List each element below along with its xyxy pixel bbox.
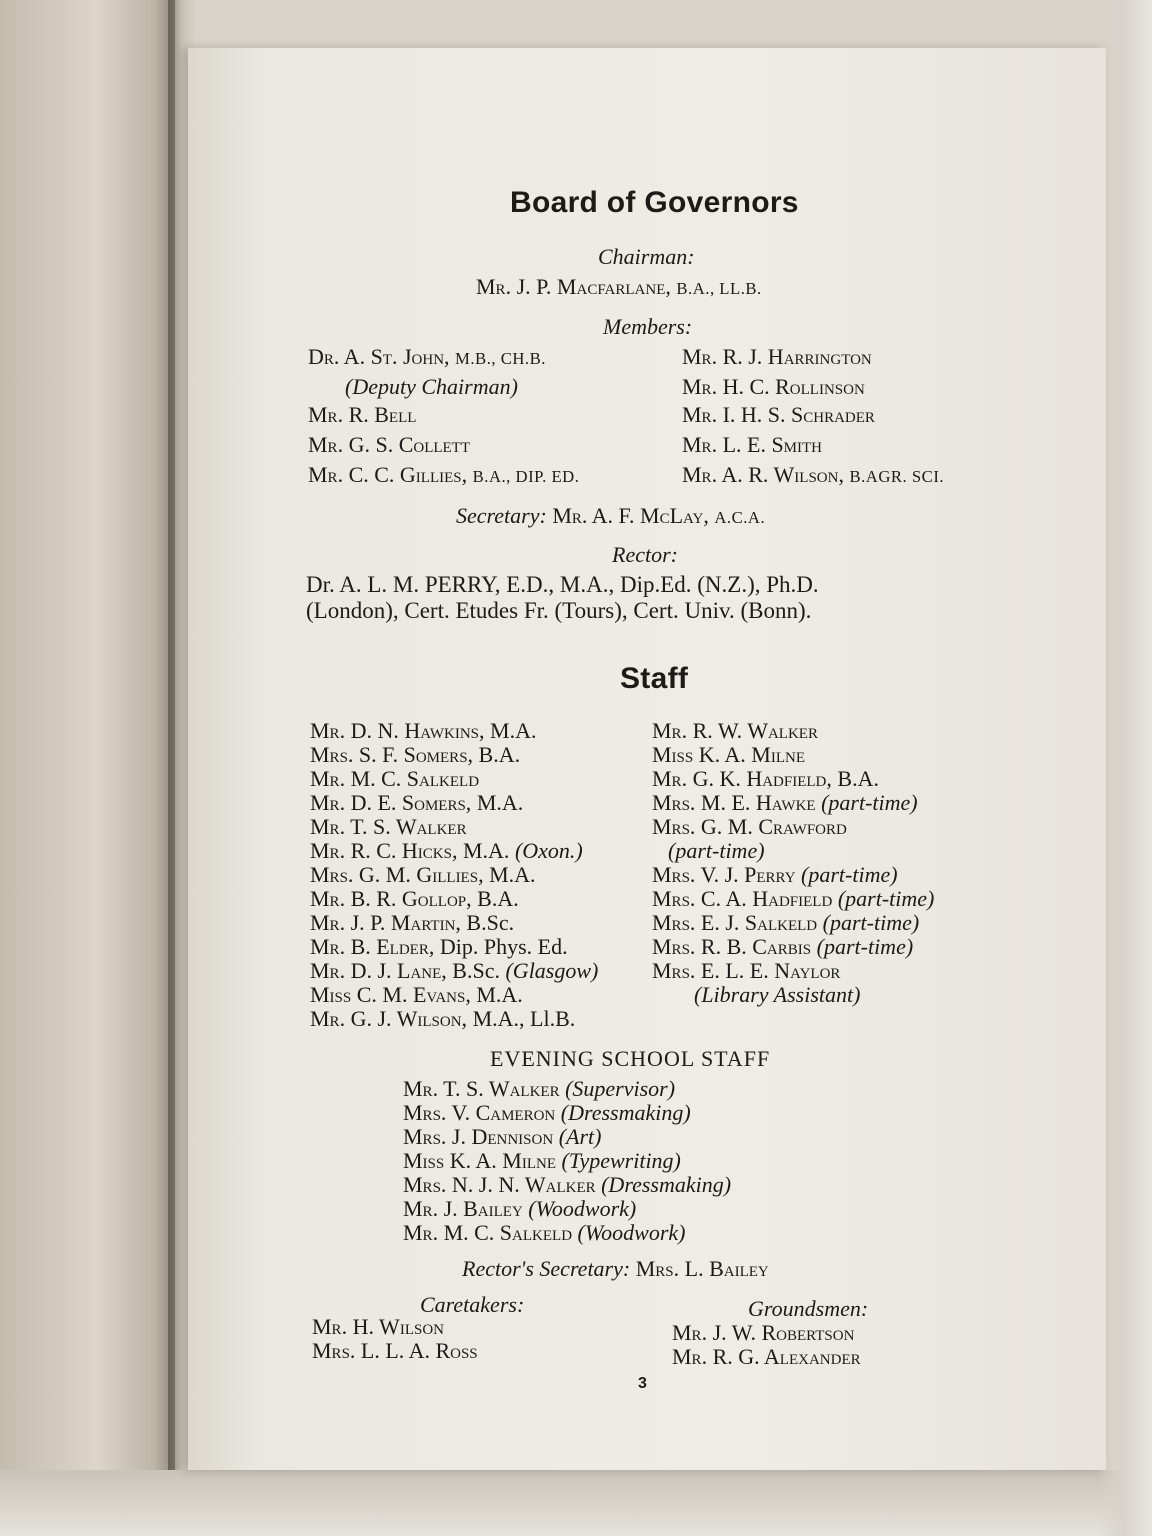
text-segment: Mr. I. H. S. Schrader xyxy=(682,402,875,427)
caretakers-label: Caretakers: xyxy=(420,1292,525,1317)
text-segment: B.A. xyxy=(837,766,879,791)
text-segment: Mr. H. C. Rollinson xyxy=(682,374,865,399)
text-segment: (Dressmaking) xyxy=(560,1100,691,1125)
staff-left-row xyxy=(310,814,467,840)
groundsman-name xyxy=(672,1320,854,1346)
member-left xyxy=(345,374,518,400)
text-segment: Mr. C. C. Gillies, xyxy=(308,462,473,487)
text-segment: Mrs. L. L. A. Ross xyxy=(312,1338,478,1363)
text-segment: Mr. J. W. Robertson xyxy=(672,1320,855,1345)
text-segment: Secretary: xyxy=(456,503,553,528)
rector-label: Rector: xyxy=(612,542,678,567)
staff-left-row xyxy=(310,886,519,912)
page-number: 3 xyxy=(638,1375,647,1392)
staff-right-row xyxy=(652,742,805,768)
text-segment: B.AGR. SCI. xyxy=(849,467,945,486)
text-segment: A.C.A. xyxy=(714,508,766,527)
table-surface xyxy=(0,1470,1152,1536)
text-segment: Mr. T. S. Walker xyxy=(310,814,467,839)
text-segment: B.A. xyxy=(477,886,519,911)
text-segment: Mr. B. R. Gollop, xyxy=(310,886,478,911)
caretaker-name xyxy=(312,1314,444,1340)
text-segment: Mrs. V. Cameron xyxy=(403,1100,561,1125)
text-segment: Mrs. R. B. Carbis xyxy=(652,934,817,959)
text-segment: Mr. M. C. Salkeld xyxy=(310,766,480,791)
staff-right-row xyxy=(652,790,918,816)
evening-staff-row xyxy=(403,1196,636,1222)
text-segment: Mr. D. N. Hawkins, xyxy=(310,718,491,743)
text-segment: B.Sc. xyxy=(452,958,506,983)
text-segment: Mr. J. Bailey xyxy=(403,1196,529,1221)
text-segment: Mrs. C. A. Hadfield xyxy=(652,886,838,911)
staff-left-row xyxy=(310,742,520,768)
staff-right-row xyxy=(652,718,818,744)
text-segment: Dr. A. St. John, xyxy=(308,344,456,369)
text-segment: Mr. M. C. Salkeld xyxy=(403,1220,578,1245)
text-segment: (Woodwork) xyxy=(528,1196,637,1221)
text-segment: M.B., CH.B. xyxy=(455,349,546,368)
text-segment: B.A. xyxy=(478,742,521,767)
board-secretary xyxy=(456,503,765,529)
text-segment: Mr. G. S. Collett xyxy=(308,432,471,457)
text-segment: M.A. xyxy=(462,838,515,863)
members-label: Members: xyxy=(603,314,693,339)
text-segment: Miss K. A. Milne xyxy=(652,742,806,767)
text-segment: B.A., LL.B. xyxy=(676,279,762,298)
evening-staff-row xyxy=(403,1100,691,1126)
text-segment: M.A. xyxy=(476,790,524,815)
text-segment: Mr. R. C. Hicks, xyxy=(310,838,463,863)
staff-right-row xyxy=(652,910,919,936)
text-segment: (Glasgow) xyxy=(505,958,599,983)
text-segment: Mrs. J. Dennison xyxy=(403,1124,559,1149)
rector-line: (London), Cert. Etudes Fr. (Tours), Cert. Univ. (Bonn). xyxy=(306,598,812,623)
text-segment: Mr. J. P. Macfarlane, xyxy=(476,274,677,299)
text-segment: Mr. G. K. Hadfield, xyxy=(652,766,838,791)
text-segment: Rector's Secretary: xyxy=(462,1256,636,1281)
text-segment: M.A. xyxy=(489,862,536,887)
text-segment: Mrs. E. L. E. Naylor xyxy=(652,958,841,983)
text-segment: Mrs. G. M. Crawford xyxy=(652,814,847,839)
evening-staff-row xyxy=(403,1148,681,1174)
text-segment: Dip. Phys. Ed. xyxy=(439,934,568,959)
text-segment: Mr. D. J. Lane, xyxy=(310,958,453,983)
text-segment: Mr. A. R. Wilson, xyxy=(682,462,850,487)
staff-right-row xyxy=(652,766,879,792)
text-segment: (part-time) xyxy=(801,862,898,887)
chairman-label: Chairman: xyxy=(598,244,695,269)
staff-right-row xyxy=(652,862,898,888)
text-segment: Mr. D. E. Somers, xyxy=(310,790,477,815)
text-segment: Mrs. M. E. Hawke xyxy=(652,790,822,815)
text-segment: Mr. R. W. Walker xyxy=(652,718,818,743)
text-segment: Mr. B. Elder, xyxy=(310,934,440,959)
chairman-name xyxy=(476,274,762,300)
staff-right-row xyxy=(652,934,913,960)
evening-staff-row xyxy=(403,1172,731,1198)
text-segment: B.A., DIP. ED. xyxy=(472,467,580,486)
staff-left-row xyxy=(310,934,568,960)
text-segment: Mr. R. Bell xyxy=(308,402,417,427)
rector-secretary xyxy=(462,1256,769,1282)
rector-line: Dr. A. L. M. PERRY, E.D., M.A., Dip.Ed. (N.Z.), Ph.D. xyxy=(306,572,819,597)
caretaker-name xyxy=(312,1338,478,1364)
evening-staff-title: EVENING SCHOOL STAFF xyxy=(490,1046,771,1071)
staff-left-row xyxy=(310,1006,575,1032)
text-segment: Mr. T. S. Walker xyxy=(403,1076,566,1101)
member-right xyxy=(682,374,865,400)
text-segment: (Typewriting) xyxy=(561,1148,681,1173)
member-left xyxy=(308,402,416,428)
evening-staff-row xyxy=(403,1076,675,1102)
board-title: Board of Governors xyxy=(510,186,799,219)
groundsmen-label: Groundsmen: xyxy=(748,1296,869,1321)
text-segment: (part-time) xyxy=(822,910,920,935)
member-right xyxy=(682,402,875,428)
text-segment: Mrs. N. J. N. Walker xyxy=(403,1172,602,1197)
evening-staff-row xyxy=(403,1124,601,1150)
text-segment: (Deputy Chairman) xyxy=(345,374,518,399)
staff-left-row xyxy=(310,958,598,984)
staff-right-row xyxy=(668,838,765,864)
text-segment: M.A. xyxy=(476,982,523,1007)
staff-right-row xyxy=(652,886,934,912)
facing-page xyxy=(0,0,175,1536)
staff-left-row xyxy=(310,862,536,888)
text-segment: Miss C. M. Evans, xyxy=(310,982,477,1007)
text-segment: Mr. R. J. Harrington xyxy=(682,344,872,369)
text-segment: (part-time) xyxy=(668,838,765,863)
text-segment: Mr. H. Wilson xyxy=(312,1314,444,1339)
text-segment: Mr. J. P. Martin, xyxy=(310,910,467,935)
text-segment: Mr. G. J. Wilson, xyxy=(310,1006,473,1031)
text-segment: Miss K. A. Milne xyxy=(403,1148,562,1173)
staff-left-row xyxy=(310,766,479,792)
staff-left-row xyxy=(310,718,536,744)
text-segment: (Art) xyxy=(558,1124,602,1149)
text-segment: (Oxon.) xyxy=(514,838,583,863)
text-segment: Mr. A. F. McLay, xyxy=(552,503,715,528)
member-right xyxy=(682,462,944,488)
text-segment: (Dressmaking) xyxy=(601,1172,732,1197)
text-segment: (part-time) xyxy=(837,886,935,911)
text-segment: (Supervisor) xyxy=(565,1076,676,1101)
member-right xyxy=(682,344,872,370)
text-segment: (Library Assistant) xyxy=(694,982,861,1007)
staff-right-row xyxy=(694,982,860,1008)
staff-left-row xyxy=(310,838,583,864)
text-segment: Mrs. E. J. Salkeld xyxy=(652,910,823,935)
member-right xyxy=(682,432,822,458)
staff-left-row xyxy=(310,982,523,1008)
text-segment: Mrs. G. M. Gillies, xyxy=(310,862,490,887)
evening-staff-row xyxy=(403,1220,686,1246)
text-segment: Mrs. S. F. Somers, xyxy=(310,742,479,767)
staff-right-row xyxy=(652,814,847,840)
text-segment: B.Sc. xyxy=(466,910,515,935)
staff-right-row xyxy=(652,958,840,984)
text-segment: (Woodwork) xyxy=(577,1220,686,1245)
groundsman-name xyxy=(672,1344,861,1370)
text-segment: M.A., Ll.B. xyxy=(472,1006,576,1031)
member-left xyxy=(308,344,546,370)
text-segment: Mrs. L. Bailey xyxy=(635,1256,769,1281)
staff-left-row xyxy=(310,790,523,816)
text-segment: Mr. L. E. Smith xyxy=(682,432,823,457)
staff-left-row xyxy=(310,910,514,936)
text-segment: (part-time) xyxy=(821,790,918,815)
member-left xyxy=(308,462,579,488)
text-segment: Mrs. V. J. Perry xyxy=(652,862,802,887)
member-left xyxy=(308,432,470,458)
text-segment: M.A. xyxy=(490,718,537,743)
text-segment: Mr. R. G. Alexander xyxy=(672,1344,861,1369)
text-segment: (part-time) xyxy=(816,934,914,959)
staff-title: Staff xyxy=(620,662,689,695)
